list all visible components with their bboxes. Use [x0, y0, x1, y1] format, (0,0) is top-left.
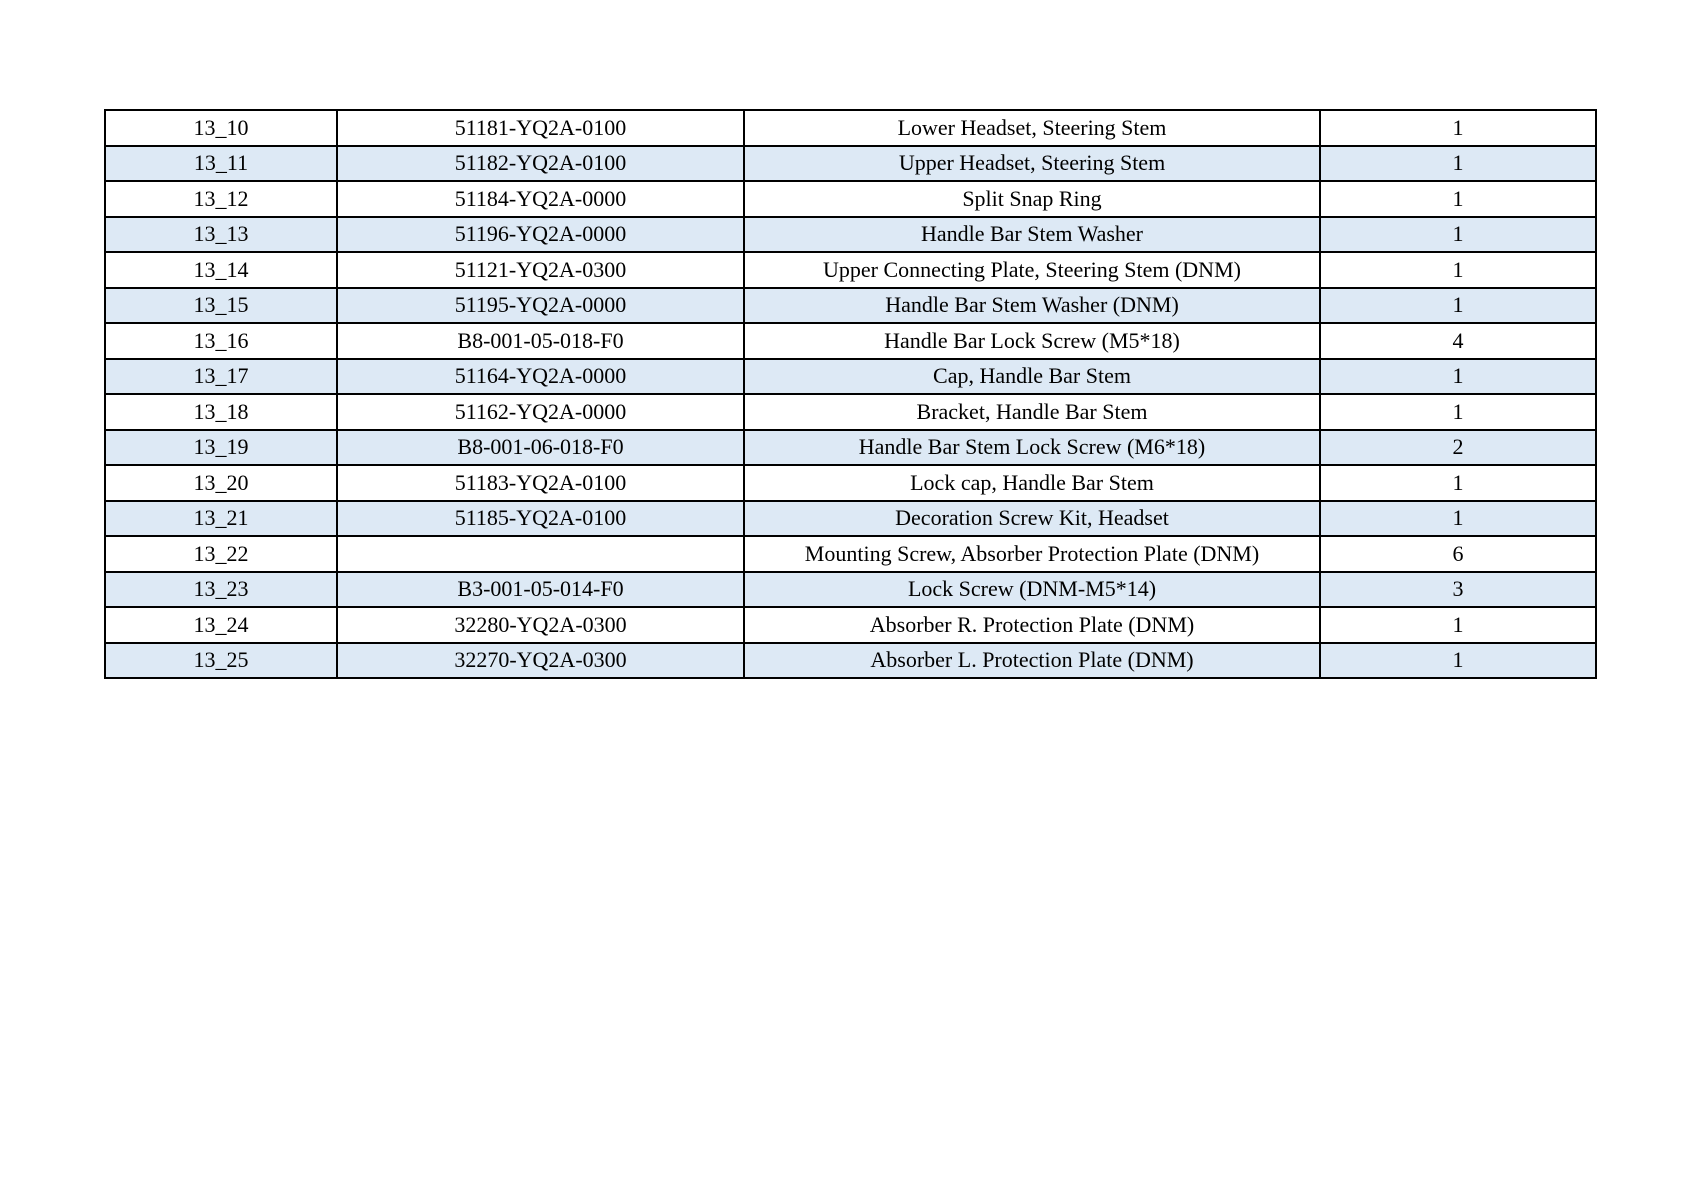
quantity-cell: 1: [1320, 359, 1596, 395]
quantity-cell: 3: [1320, 572, 1596, 608]
quantity-cell: 1: [1320, 146, 1596, 182]
ref-number-cell: 13_20: [105, 465, 337, 501]
table-row: [105, 323, 1596, 359]
part-number-cell: B8-001-05-018-F0: [337, 323, 744, 359]
description-cell: Handle Bar Lock Screw (M5*18): [744, 323, 1320, 359]
parts-table: [104, 109, 1597, 679]
description-cell: Handle Bar Stem Lock Screw (M6*18): [744, 430, 1320, 466]
table-row: [105, 501, 1596, 537]
table-row: [105, 288, 1596, 324]
description-cell: Bracket, Handle Bar Stem: [744, 394, 1320, 430]
part-number-cell: 32270-YQ2A-0300: [337, 643, 744, 679]
part-number-cell: 51162-YQ2A-0000: [337, 394, 744, 430]
part-number-cell: 51182-YQ2A-0100: [337, 146, 744, 182]
table-row: [105, 217, 1596, 253]
ref-number-cell: 13_12: [105, 181, 337, 217]
description-cell: Cap, Handle Bar Stem: [744, 359, 1320, 395]
description-cell: Mounting Screw, Absorber Protection Plate (DNM): [744, 536, 1320, 572]
ref-number-cell: 13_13: [105, 217, 337, 253]
table-row: [105, 607, 1596, 643]
ref-number-cell: 13_11: [105, 146, 337, 182]
table-row: [105, 359, 1596, 395]
table-row: [105, 536, 1596, 572]
ref-number-cell: 13_23: [105, 572, 337, 608]
part-number-cell: 32280-YQ2A-0300: [337, 607, 744, 643]
description-cell: Handle Bar Stem Washer (DNM): [744, 288, 1320, 324]
table-row: [105, 252, 1596, 288]
ref-number-cell: 13_14: [105, 252, 337, 288]
table-row: [105, 465, 1596, 501]
quantity-cell: 1: [1320, 288, 1596, 324]
table-row: [105, 146, 1596, 182]
quantity-cell: 1: [1320, 501, 1596, 537]
part-number-cell: 51121-YQ2A-0300: [337, 252, 744, 288]
parts-sheet: [104, 109, 1597, 679]
description-cell: Lower Headset, Steering Stem: [744, 110, 1320, 146]
part-number-cell: 51181-YQ2A-0100: [337, 110, 744, 146]
description-cell: Decoration Screw Kit, Headset: [744, 501, 1320, 537]
table-row: [105, 572, 1596, 608]
ref-number-cell: 13_22: [105, 536, 337, 572]
quantity-cell: 6: [1320, 536, 1596, 572]
description-cell: Upper Headset, Steering Stem: [744, 146, 1320, 182]
quantity-cell: 1: [1320, 643, 1596, 679]
part-number-cell: 51183-YQ2A-0100: [337, 465, 744, 501]
ref-number-cell: 13_18: [105, 394, 337, 430]
quantity-cell: 2: [1320, 430, 1596, 466]
part-number-cell: 51164-YQ2A-0000: [337, 359, 744, 395]
description-cell: Upper Connecting Plate, Steering Stem (DNM): [744, 252, 1320, 288]
ref-number-cell: 13_16: [105, 323, 337, 359]
quantity-cell: 1: [1320, 252, 1596, 288]
ref-number-cell: 13_25: [105, 643, 337, 679]
part-number-cell: [337, 536, 744, 572]
quantity-cell: 1: [1320, 394, 1596, 430]
ref-number-cell: 13_24: [105, 607, 337, 643]
part-number-cell: 51184-YQ2A-0000: [337, 181, 744, 217]
quantity-cell: 1: [1320, 465, 1596, 501]
part-number-cell: B8-001-06-018-F0: [337, 430, 744, 466]
ref-number-cell: 13_10: [105, 110, 337, 146]
part-number-cell: 51185-YQ2A-0100: [337, 501, 744, 537]
quantity-cell: 4: [1320, 323, 1596, 359]
part-number-cell: 51196-YQ2A-0000: [337, 217, 744, 253]
ref-number-cell: 13_17: [105, 359, 337, 395]
quantity-cell: 1: [1320, 110, 1596, 146]
description-cell: Handle Bar Stem Washer: [744, 217, 1320, 253]
part-number-cell: 51195-YQ2A-0000: [337, 288, 744, 324]
description-cell: Lock Screw (DNM-M5*14): [744, 572, 1320, 608]
part-number-cell: B3-001-05-014-F0: [337, 572, 744, 608]
parts-table-body: [105, 110, 1596, 678]
description-cell: Split Snap Ring: [744, 181, 1320, 217]
table-row: [105, 643, 1596, 679]
table-row: [105, 430, 1596, 466]
description-cell: Absorber L. Protection Plate (DNM): [744, 643, 1320, 679]
ref-number-cell: 13_15: [105, 288, 337, 324]
quantity-cell: 1: [1320, 607, 1596, 643]
quantity-cell: 1: [1320, 217, 1596, 253]
ref-number-cell: 13_21: [105, 501, 337, 537]
table-row: [105, 394, 1596, 430]
table-row: [105, 110, 1596, 146]
description-cell: Absorber R. Protection Plate (DNM): [744, 607, 1320, 643]
ref-number-cell: 13_19: [105, 430, 337, 466]
description-cell: Lock cap, Handle Bar Stem: [744, 465, 1320, 501]
table-row: [105, 181, 1596, 217]
quantity-cell: 1: [1320, 181, 1596, 217]
